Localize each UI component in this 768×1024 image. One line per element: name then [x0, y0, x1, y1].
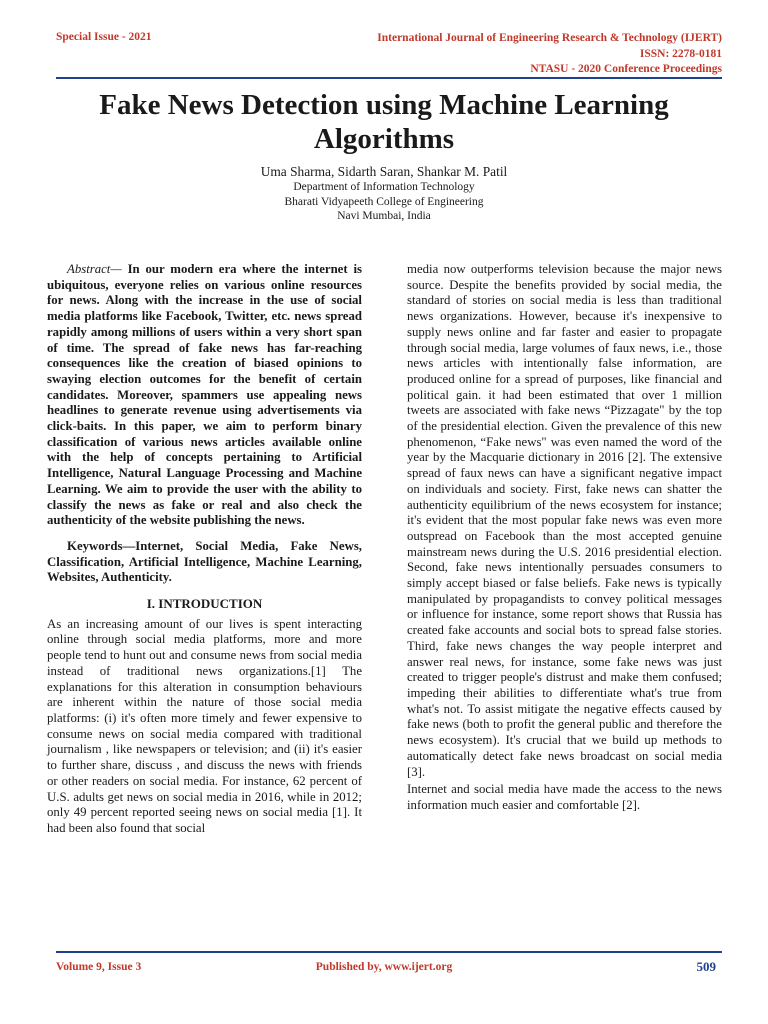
header-journal: International Journal of Engineering Research & Technology (IJERT): [377, 32, 722, 44]
section-heading-introduction: I. INTRODUCTION: [146, 596, 263, 612]
paper-affiliation: [40, 180, 728, 224]
header-issn: ISSN: 2278-0181: [639, 47, 722, 60]
body-paragraph: media now outperforms television because the major news source. Despite the benefits provided by social media, the standard of stories on social media is less than traditional news organizations. However, because it's inexpensive to supply news online and far faster and easier to propagate through social media, large volumes of faux news, i.e., those news articles with intentionally false information, are produced online for a spread of purposes, like financial and political gain. it had been estimated that over 1 million tweets are associated with fake news “Pizzagate" by the top of the presidential election. Given the prevalence of this new phenomenon, “Fake news" was even named the word of the year by the Macquarie dictionary in 2016 [2]. The extensive spread of faux news can have a significant negative impact on individuals and society. First, fake news can shatter the authenticity equilibrium of the news ecosystem for instance; it's evident that the most popular fake news was even more outspread on Facebook than the most accepted genuine mainstream news during the U.S. 2016 presidential election. Second, fake news intentionally persuades consumers to simply accept biased or false beliefs. Fake news is typically manipulated by propagandists to convey political messages or influence for instance, some report shows that Russia has created fake accounts and social bots to spread false stories. Third, fake news changes the way people interpret and answer real news, for instance, some fake news was just created to trigger people's distrust and make them confused; impeding their abilities to differentiate what's true from what's not. To assist mitigate the negative effects caused by fake news (both to profit the general public and therefore the news ecosystem). It's crucial that we build up methods to automatically detect fake news broadcast on social media [3].: [407, 262, 722, 779]
affiliation-dept: Department of Information Technology: [293, 181, 475, 193]
paper-authors: Uma Sharma, Sidarth Saran, Shankar M. Patil: [260, 164, 508, 179]
right-column: [407, 262, 722, 814]
header-journal-info: [377, 31, 722, 78]
footer-publisher: Published by, www.ijert.org: [315, 961, 453, 973]
introduction-paragraph: As an increasing amount of our lives is spent interacting online through social media platforms, more and more people tend to hunt out and consume news from social media instead of traditional news organizations.[1] The explanations for this alteration in consumption behaviours are inherent within the nature of those social media platforms: (i) it's often more timely and fewer expensive to consume news on social media compared with traditional journalism , like newspapers or television; and (ii) it's easier to further share, discuss , and discuss the news with friends or other readers on social media. For instance, 62 percent of U.S. adults get news on social media in 2016, while in 2012; only 49 percent reported seeing news on social media [1]. It had been also found that social: [47, 616, 362, 835]
footer-volume: Volume 9, Issue 3: [56, 961, 142, 973]
header-issue: Special Issue - 2021: [56, 31, 152, 43]
abstract-lead: Abstract—: [67, 262, 122, 276]
abstract-text: In our modern era where the internet is ubiquitous, everyone relies on various online resources for news. Along with the increase in the use of social media platforms like Facebook, Twitter, etc. news spread rapidly among millions of users within a very short span of time. The spread of fake news has far-reaching consequences like the creation of biased opinions to swaying election outcomes for the benefit of certain candidates. Moreover, spammers use appealing news headlines to generate revenue using advertisements via click-baits. In this paper, we aim to perform binary classification of various news articles available online with the help of concepts pertaining to Artificial Intelligence, Natural Language Processing and Machine Learning. We aim to provide the user with the ability to classify the news as fake or real and also check the authenticity of the website publishing the news.: [47, 262, 362, 528]
affiliation-city: Navi Mumbai, India: [337, 210, 431, 222]
body-paragraph-2: Internet and social media have made the access to the news information much easier and comfortable [2].: [407, 782, 722, 812]
footer-divider: [56, 951, 722, 953]
keywords: Keywords—Internet, Social Media, Fake News, Classification, Artificial Intelligence, Machine Learning, Websites, Authenticity.: [47, 538, 362, 585]
header-proceedings: NTASU - 2020 Conference Proceedings: [530, 63, 722, 75]
header-divider: [56, 77, 722, 79]
affiliation-college: Bharati Vidyapeeth College of Engineering: [284, 195, 484, 208]
paper-title: Fake News Detection using Machine Learning Algorithms: [99, 89, 669, 155]
left-column: [47, 262, 362, 837]
abstract: [47, 262, 362, 529]
footer-page-number: 509: [696, 959, 716, 974]
